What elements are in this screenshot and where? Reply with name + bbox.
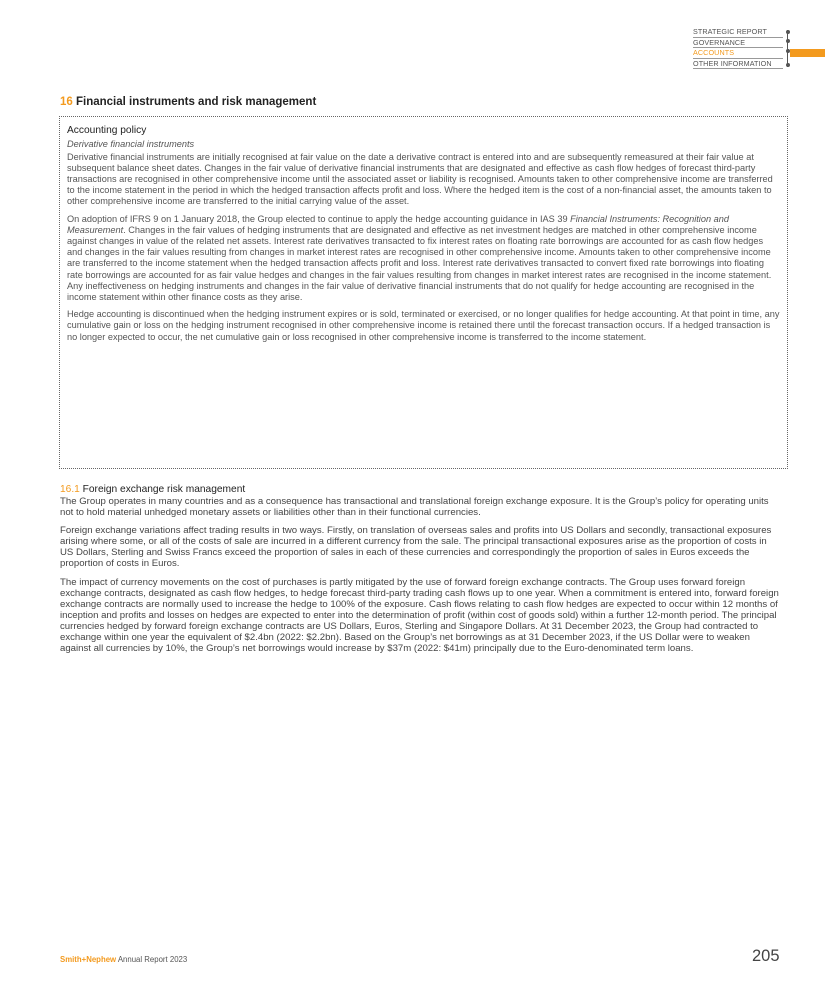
footer-brand — [60, 955, 187, 964]
subsection-title: Foreign exchange risk management — [82, 484, 246, 495]
policy-p2-end: . Changes in the fair values of hedging instruments that are designated and effective as net investment hedges are matched in other comprehensive income against changes in value of the related net assets. Interest rate derivatives transacted to fix interest rates on floating rate borrowings are accounted for as cash flow hedges and changes in the fair values resulting from changes in market interest rates are recognised in other comprehensive income. Amounts taken to other comprehensive income are transferred to the income statement when the hedged transaction affects profit and loss. Interest rate derivatives transacted to convert fixed rate borrowings into floating rate borrowings are accounted for as fair value hedges and changes in the fair values resulting from changes in market interest rates are recognised in the income statement. Any ineffectiveness on hedging instruments and changes in the fair value of derivative financial instruments that do not qualify for hedge accounting are recognised in the income statement within other finance costs as they arise. — [67, 224, 772, 302]
subsection-heading — [60, 484, 780, 496]
nav-dot — [786, 39, 790, 43]
nav-dot — [786, 63, 790, 67]
fx-paragraph-3: The impact of currency movements on the cost of purchases is partly mitigated by the use of forward foreign exchange contracts. The Group uses forward foreign exchange contracts, designated as cash flow hedges, to hedge forecast third-party trading cash flows up to one year. When a commitment is entered into, forward foreign exchange contracts are normally used to increase the hedge to 100% of the exposure. Cash flows relating to cash flow hedges are expected to occur within 12 months of inception and profits and losses on hedges are expected to enter into the determination of profit (within cost of goods sold) within a further 12-month period. The principal currencies hedged by forward foreign exchange contracts are US Dollars, Euros, Sterling and Singapore Dollars. At 31 December 2023, the Group had contracted to exchange within one year the equivalent of $2.4bn (2022: $2.2bn). Based on the Group’s net borrowings as at 31 December 2023, if the US Dollar were to weaken against all currencies by 10%, the Group’s net borrowings would increase by $37m (2022: $41m) principally due to the Euro-denominated term loans. — [60, 576, 779, 655]
section-title: Financial instruments and risk management — [76, 96, 317, 108]
fx-paragraph-1: The Group operates in many countries and as a consequence has transactional and translational foreign exchange exposure. It is the Group’s policy for operating units not to hold material unhedged monetary assets or liabilities other than in their functional currencies. — [60, 496, 769, 519]
nav-item-other-information[interactable]: OTHER INFORMATION — [693, 59, 783, 70]
section-navigator — [693, 27, 783, 69]
fx-paragraph-2: Foreign exchange variations affect trading results in two ways. Firstly, on translation of overseas sales and profits into US Dollars and secondly, transactional exposures arising where some, or all of the costs of sale are incurred in a different currency from the sale. The principal transactional exposures arise as the proportion of costs in US Dollars, Sterling and Swiss Francs exceed the proportion of sales in each of these currencies and correspondingly the proportion of sales in Euros exceeds the proportion of costs in Euros. — [60, 525, 772, 570]
nav-item-accounts[interactable]: ACCOUNTS — [693, 48, 783, 59]
policy-paragraph-2 — [67, 214, 780, 304]
section-number: 16 — [60, 96, 73, 108]
accounting-policy-box — [59, 116, 788, 469]
policy-subtitle: Derivative financial instruments — [67, 139, 195, 149]
policy-p2-italic: Financial Instruments: Recognition and Measurement — [67, 213, 729, 235]
policy-paragraph-1: Derivative financial instruments are initially recognised at fair value on the date a derivative contract is entered into and are subsequently remeasured at their fair value at subsequent balance sheet dates. Changes in the fair value of derivative financial instruments that are designated and effective as cash flow hedges of forecast third-party transactions are recognised in other comprehensive income until the associated asset or liability is recognised. Amounts taken to other comprehensive income are transferred to the income statement in the period in which the hedged transaction affects profit and loss. Where the hedged item is the cost of a non-financial asset, the amounts taken to other comprehensive income are transferred to the initial carrying value of the asset. — [67, 151, 773, 207]
page-number: 205 — [752, 947, 780, 965]
nav-dot — [786, 49, 790, 53]
nav-item-governance[interactable]: GOVERNANCE — [693, 38, 783, 49]
policy-title: Accounting policy — [67, 125, 147, 136]
report-title: Annual Report 2023 — [116, 955, 188, 964]
fx-risk-subsection — [60, 484, 780, 661]
policy-paragraph-3: Hedge accounting is discontinued when the hedging instrument expires or is sold, terminated or exercised, or no longer qualifies for hedge accounting. At that point in time, any cumulative gain or loss on the hedging instrument recognised in other comprehensive income is retained there until the forecast transaction occurs. If a hedged transaction is no longer expected to occur, the net cumulative gain or loss recognised in other comprehensive income is transferred to the income statement. — [67, 309, 780, 342]
nav-item-strategic-report[interactable]: STRATEGIC REPORT — [693, 27, 783, 38]
section-heading — [60, 96, 316, 108]
active-section-marker — [790, 49, 825, 57]
nav-dot — [786, 30, 790, 34]
brand-name: Smith+Nephew — [60, 955, 117, 964]
policy-p2-start: On adoption of IFRS 9 on 1 January 2018, the Group elected to continue to apply the hedge accounting guidance in IAS 39 — [67, 213, 571, 224]
subsection-number: 16.1 — [60, 484, 80, 495]
